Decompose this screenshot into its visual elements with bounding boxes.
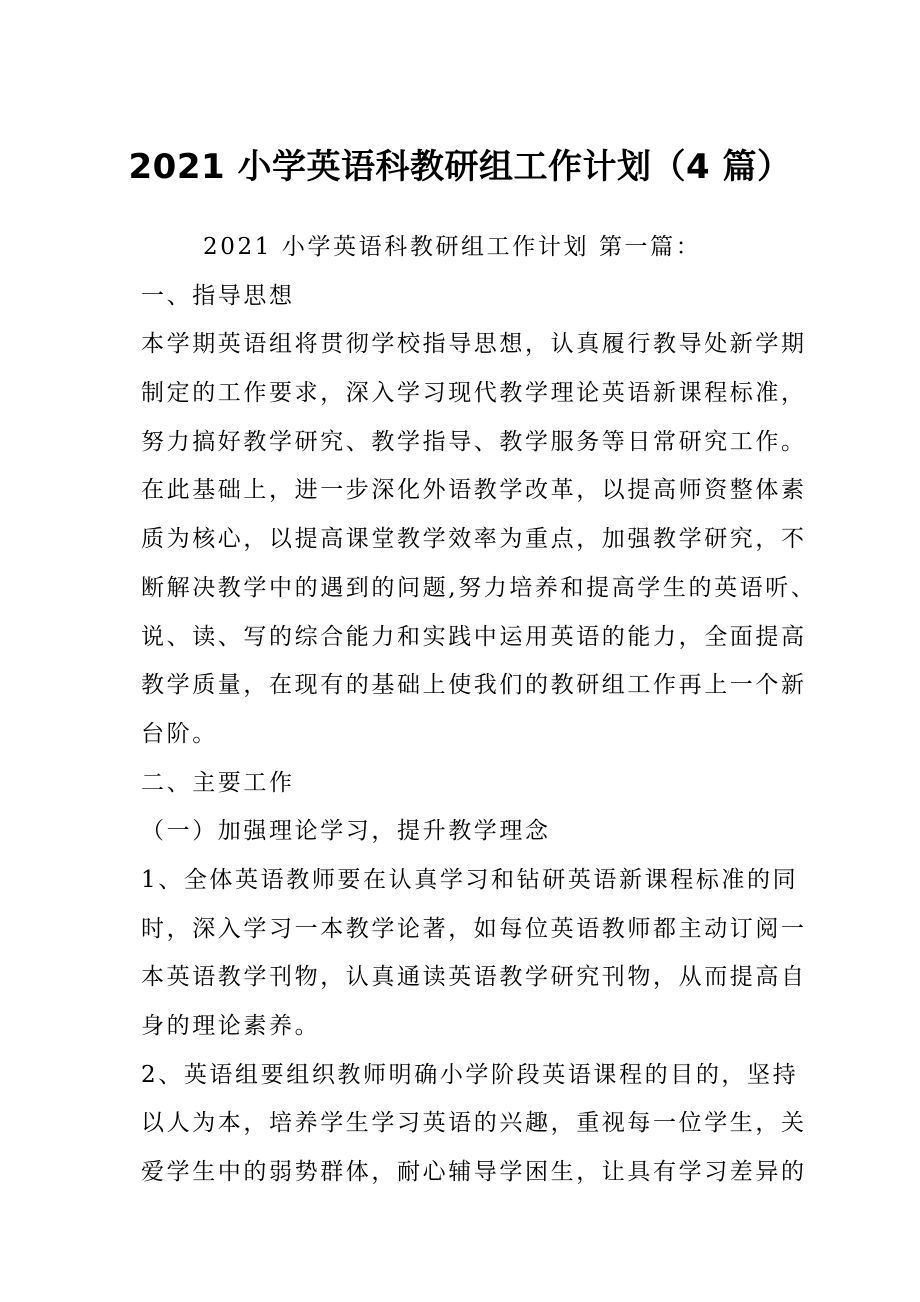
paragraph-line: 断解决教学中的遇到的问题,努力培养和提高学生的英语听、: [141, 574, 817, 601]
paragraph-line: 教学质量，在现有的基础上使我们的教研组工作再上一个新: [141, 672, 807, 699]
paragraph-line: 在此基础上，进一步深化外语教学改革，以提高师资整体素: [141, 477, 807, 504]
paragraph-line: 本学期英语组将贯彻学校指导思想，认真履行教导处新学期: [141, 331, 807, 358]
paragraph-line: 制定的工作要求，深入学习现代教学理论英语新课程标准，: [141, 380, 807, 407]
paragraph-line: 1、全体英语教师要在认真学习和钻研英语新课程标准的同: [141, 866, 799, 893]
subheading: 一、指导思想: [141, 282, 295, 309]
subheading: 二、主要工作: [141, 769, 295, 796]
document-body: [141, 223, 817, 1197]
paragraph-line: 质为核心，以提高课堂教学效率为重点，加强教学研究，不: [141, 526, 807, 553]
subheading: （一）加强理论学习，提升教学理念: [141, 818, 551, 845]
paragraph-line: 以人为本，培养学生学习英语的兴趣，重视每一位学生，关: [141, 1110, 807, 1137]
paragraph-line: 身的理论素养。: [141, 1013, 321, 1039]
paragraph-line: 说、读、写的综合能力和实践中运用英语的能力，全面提高: [141, 623, 807, 650]
paragraph-line: 本英语教学刊物，认真通读英语教学研究刊物，从而提高自: [141, 964, 807, 991]
paragraph-line: 努力搞好教学研究、教学指导、教学服务等日常研究工作。: [141, 428, 807, 455]
paragraph-line: 台阶。: [141, 720, 218, 747]
document-title: 2021 小学英语科教研组工作计划（4 篇）: [128, 147, 792, 187]
paragraph-line: 爱学生中的弱势群体，耐心辅导学困生，让具有学习差异的: [141, 1159, 807, 1186]
paragraph-line: 2、英语组要组织教师明确小学阶段英语课程的目的，坚持: [141, 1061, 799, 1088]
section-heading: 2021 小学英语科教研组工作计划 第一篇：: [203, 234, 702, 260]
paragraph-line: 时，深入学习一本教学论著，如每位英语教师都主动订阅一: [141, 915, 807, 942]
